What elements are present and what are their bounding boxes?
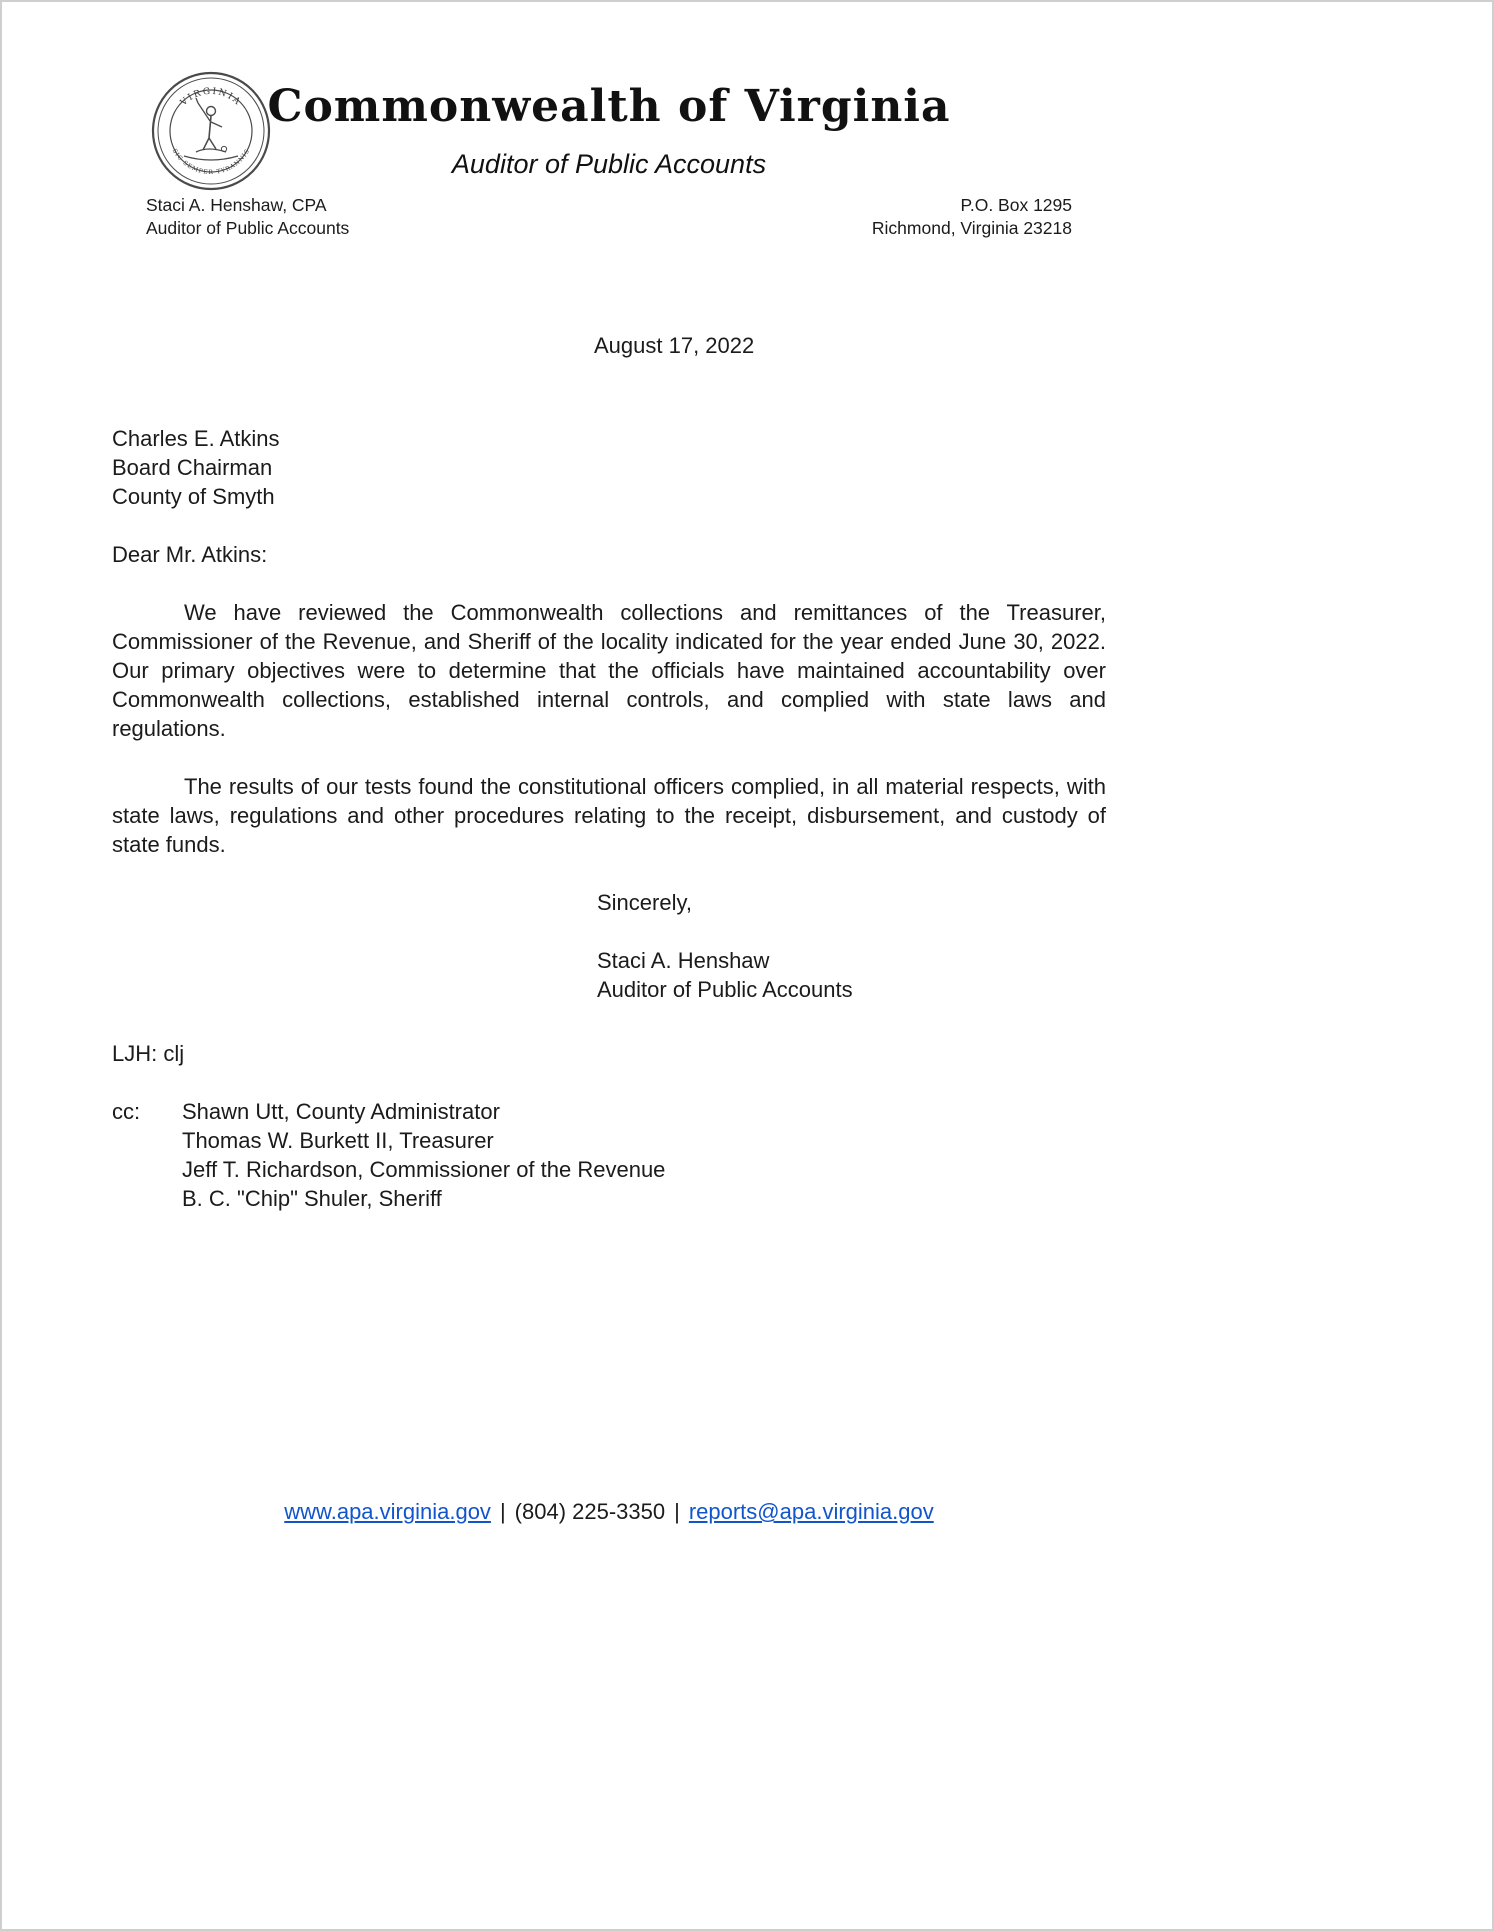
reference-initials: LJH: clj (112, 1040, 185, 1066)
email-link[interactable]: reports@apa.virginia.gov (688, 1499, 934, 1524)
footer-separator: | (499, 1499, 506, 1524)
recipient-title: Board Chairman (112, 454, 273, 480)
svg-text:VIRGINIA: VIRGINIA (178, 86, 244, 109)
auditor-title: Auditor of Public Accounts (146, 218, 350, 239)
page-footer (112, 1497, 1106, 1526)
paragraph-1: We have reviewed the Commonwealth collections and remittances of the Treasurer, Commissioner of the Revenue, and Sheriff of the locality indicated for the year ended June 30, 2022. Our primary objectives were to determine that the officials have maintained accountability over Commonwealth collections, established internal controls, and complied with state laws and regulations. (112, 599, 1106, 741)
letter-body (112, 331, 1106, 1213)
letterhead-subtitle: Auditor of Public Accounts (451, 148, 767, 179)
phone-number: (804) 225-3350 (514, 1499, 666, 1524)
auditor-name-block (146, 194, 349, 241)
paragraph-2: The results of our tests found the constitutional officers complied, in all material respects, with state laws, regulations and other procedures relating to the receipt, disbursement, and custody of state funds. (112, 773, 1106, 857)
cc-block (112, 1097, 1106, 1213)
svg-text:SIC SEMPER TYRANNIS: SIC SEMPER TYRANNIS (170, 147, 252, 177)
footer-separator: | (674, 1499, 680, 1524)
signature-title: Auditor of Public Accounts (597, 976, 853, 1002)
salutation: Dear Mr. Atkins: (112, 541, 268, 567)
office-address-block (872, 194, 1072, 241)
recipient-locality: County of Smyth (112, 483, 275, 509)
letterhead-contacts (112, 194, 1106, 241)
recipient-block (112, 424, 1106, 511)
closing-block (597, 888, 1106, 1004)
cc-item: Shawn Utt, County Administrator (182, 1098, 500, 1124)
po-box: P.O. Box 1295 (960, 194, 1072, 215)
signature-block (597, 946, 1106, 1004)
virginia-state-seal-icon (150, 70, 272, 192)
signature-name: Staci A. Henshaw (597, 947, 770, 973)
city-state-zip: Richmond, Virginia 23218 (871, 218, 1072, 239)
recipient-name: Charles E. Atkins (112, 425, 280, 451)
cc-item: Jeff T. Richardson, Commissioner of the Revenue (182, 1156, 666, 1182)
letterhead-title: Commonwealth of Virginia (267, 81, 951, 132)
closing: Sincerely, (597, 889, 692, 915)
letterhead (2, 2, 1492, 241)
cc-item: Thomas W. Burkett II, Treasurer (182, 1127, 494, 1153)
website-link[interactable]: www.apa.virginia.gov (284, 1499, 491, 1524)
cc-label: cc: (112, 1098, 141, 1124)
auditor-name: Staci A. Henshaw, CPA (146, 194, 327, 215)
cc-item: B. C. "Chip" Shuler, Sheriff (182, 1185, 442, 1211)
cc-list (182, 1097, 665, 1213)
letter-date: August 17, 2022 (594, 332, 755, 358)
